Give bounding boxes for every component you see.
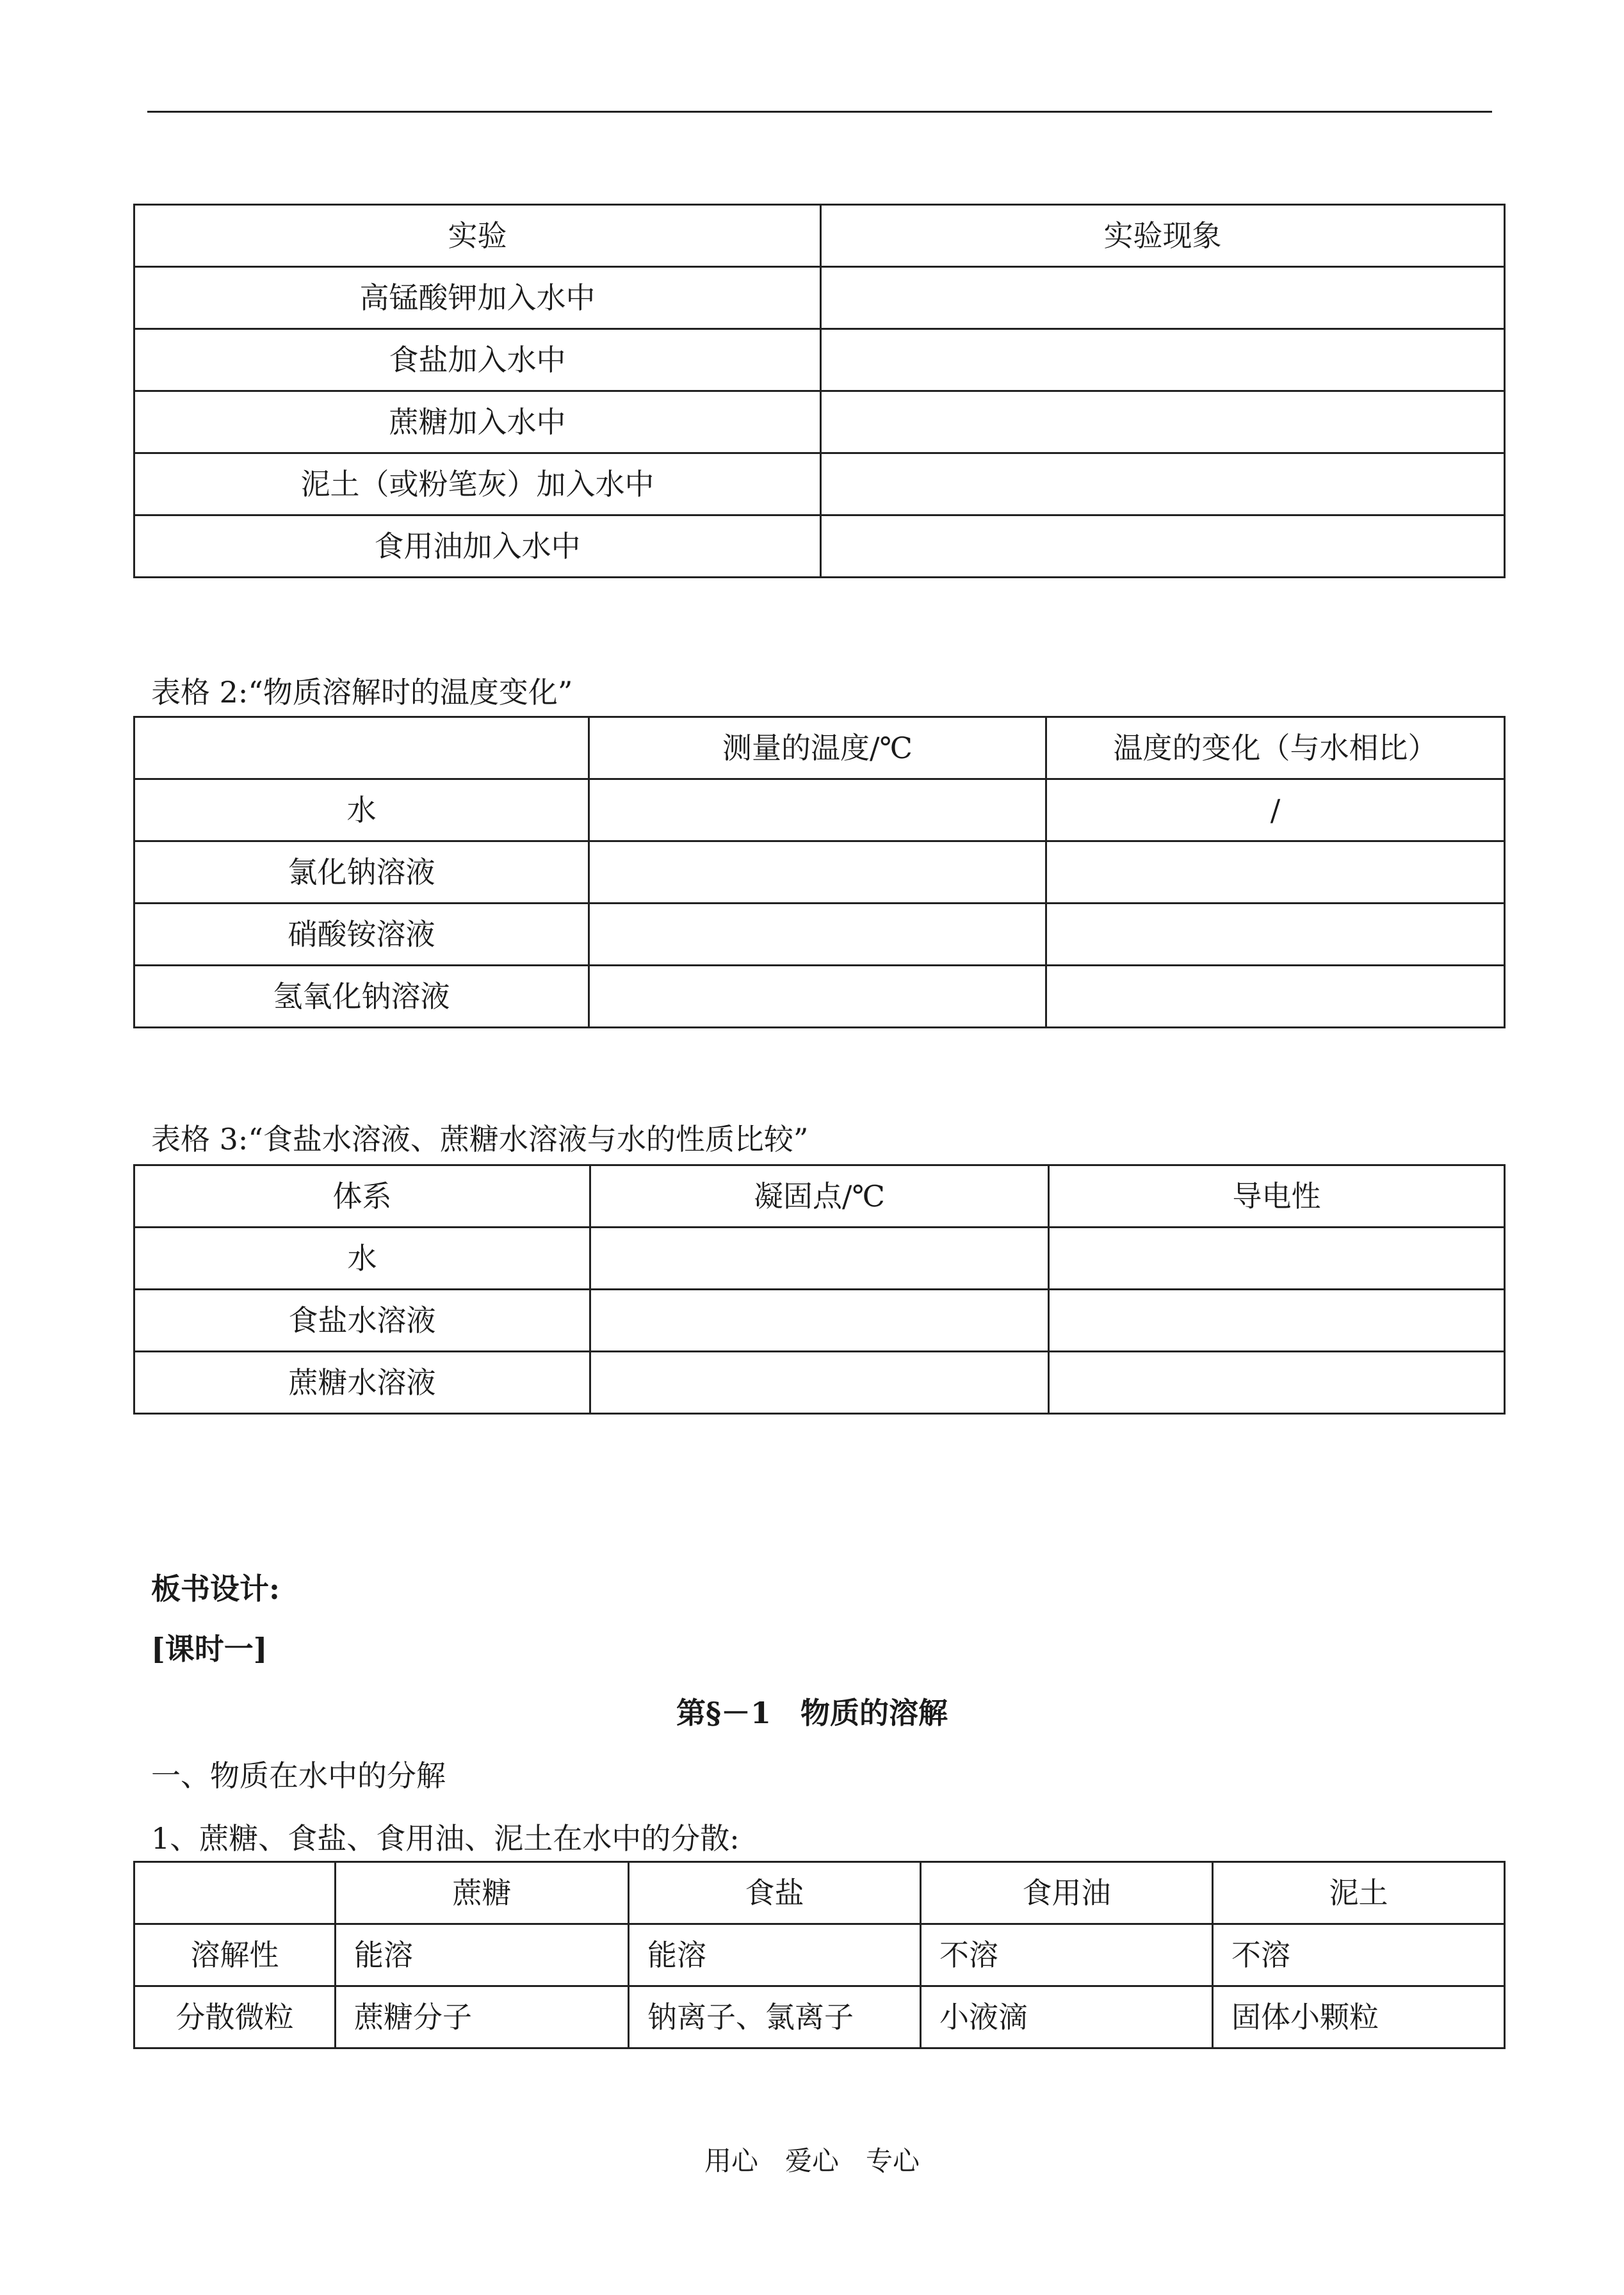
table-row [134, 329, 1505, 391]
table-cell: 硝酸铵溶液 [134, 904, 589, 966]
table-cell [1046, 904, 1505, 966]
table-row [134, 1165, 1505, 1228]
table-cell [1049, 1290, 1505, 1352]
table-cell: 蔗糖分子 [336, 1986, 629, 2048]
table-cell [589, 779, 1046, 841]
table-row [134, 904, 1505, 966]
table-header: 实验 [134, 205, 821, 267]
table-row [134, 391, 1505, 453]
table3-caption: 表格 3:“食盐水溶液、蔗糖水溶液与水的性质比较” [151, 1122, 809, 1156]
table-header: 食盐 [629, 1862, 921, 1924]
table-cell: 食用油加入水中 [134, 515, 821, 578]
table-header: 温度的变化（与水相比） [1046, 717, 1505, 779]
table-cell [821, 267, 1505, 329]
table-row [134, 1290, 1505, 1352]
table-cell [590, 1228, 1049, 1290]
table-cell [1049, 1352, 1505, 1414]
table-cell [821, 515, 1505, 578]
table-row [134, 205, 1505, 267]
table-cell: 不溶 [921, 1924, 1213, 1986]
table-cell [589, 904, 1046, 966]
table-header: 实验现象 [821, 205, 1505, 267]
property-table [133, 1164, 1506, 1415]
table-row [134, 966, 1505, 1028]
table-cell [1046, 841, 1505, 904]
table-cell: 蔗糖水溶液 [134, 1352, 590, 1414]
table-row [134, 1228, 1505, 1290]
board-design-title: 板书设计: [151, 1571, 280, 1606]
table-cell: 食盐加入水中 [134, 329, 821, 391]
table-cell: 能溶 [336, 1924, 629, 1986]
table-header: 食用油 [921, 1862, 1213, 1924]
table-cell: 水 [134, 1228, 590, 1290]
table-cell [1049, 1228, 1505, 1290]
lesson-label: [课时一] [151, 1632, 268, 1666]
table-cell [589, 966, 1046, 1028]
table-cell: 能溶 [629, 1924, 921, 1986]
table-cell [589, 841, 1046, 904]
experiment-table [133, 204, 1506, 578]
table-cell: 钠离子、氯离子 [629, 1986, 921, 2048]
table-cell [1046, 966, 1505, 1028]
table-cell: 食盐水溶液 [134, 1290, 590, 1352]
table-cell [821, 329, 1505, 391]
table-row [134, 779, 1505, 841]
table-cell: 高锰酸钾加入水中 [134, 267, 821, 329]
table-header: 导电性 [1049, 1165, 1505, 1228]
table-row [134, 1986, 1505, 2048]
table-row [134, 267, 1505, 329]
table-cell [821, 391, 1505, 453]
table2-caption: 表格 2:“物质溶解时的温度变化” [151, 675, 573, 710]
header-rule [147, 111, 1492, 113]
table-cell [821, 453, 1505, 515]
table-header: 测量的温度/℃ [589, 717, 1046, 779]
table-header: 凝固点/℃ [590, 1165, 1049, 1228]
table-cell [590, 1290, 1049, 1352]
table-cell [590, 1352, 1049, 1414]
table-row [134, 1862, 1505, 1924]
table-row [134, 1352, 1505, 1414]
table-header: 体系 [134, 1165, 590, 1228]
temperature-table [133, 716, 1506, 1028]
page-footer: 用心 爱心 专心 [704, 2145, 920, 2177]
table-cell: 小液滴 [921, 1986, 1213, 2048]
table-row [134, 841, 1505, 904]
table-row [134, 515, 1505, 578]
table-cell: 泥土（或粉笔灰）加入水中 [134, 453, 821, 515]
table-cell: / [1046, 779, 1505, 841]
table-cell: 水 [134, 779, 589, 841]
table-header [134, 717, 589, 779]
section-title: 第§－1 物质的溶解 [676, 1696, 948, 1730]
table-row [134, 717, 1505, 779]
heading-one: 一、物质在水中的分解 [151, 1758, 446, 1793]
table-header [134, 1862, 336, 1924]
heading-two: 1、蔗糖、食盐、食用油、泥土在水中的分散: [151, 1821, 740, 1856]
table-cell: 不溶 [1213, 1924, 1505, 1986]
table-row [134, 1924, 1505, 1986]
table-header: 泥土 [1213, 1862, 1505, 1924]
table-row [134, 453, 1505, 515]
table-header: 蔗糖 [336, 1862, 629, 1924]
table-cell: 固体小颗粒 [1213, 1986, 1505, 2048]
table-cell: 氯化钠溶液 [134, 841, 589, 904]
dispersion-table [133, 1861, 1506, 2049]
table-cell: 溶解性 [134, 1924, 336, 1986]
table-cell: 蔗糖加入水中 [134, 391, 821, 453]
table-cell: 分散微粒 [134, 1986, 336, 2048]
table-cell: 氢氧化钠溶液 [134, 966, 589, 1028]
